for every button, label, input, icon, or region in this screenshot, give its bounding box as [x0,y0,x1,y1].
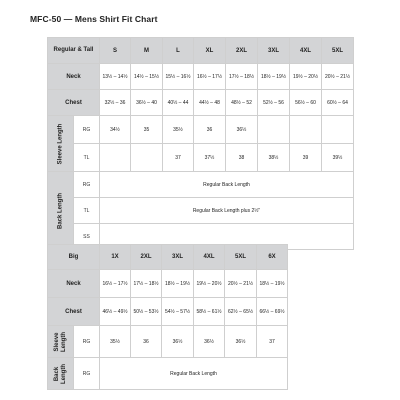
sleeve-cell: 35½ [100,326,131,358]
sleeve-cell: 36 [194,116,226,144]
sleeve-cell: 39½ [322,144,354,172]
size-header: S [100,38,131,64]
chest-row [48,298,288,326]
back-length-cell: Regular Back Length plus 2½" [100,198,354,224]
size-header: 6X [257,245,288,270]
sleeve-length-label: Sleeve Length [48,326,74,358]
size-header: 5XL [225,245,257,270]
chest-label: Chest [48,90,100,116]
neck-cell: 15½ – 16½ [163,64,194,90]
chest-cell: 66½ – 69½ [257,298,288,326]
size-header: 3XL [162,245,194,270]
table-corner-label: Regular & Tall [48,38,100,64]
back-length-label: Back Length [48,358,74,390]
neck-cell: 16½ – 17½ [100,270,131,298]
sleeve-rg-row [48,326,288,358]
neck-cell: 19½ – 20½ [194,270,225,298]
neck-cell: 19½ – 20½ [290,64,322,90]
back-tl-row [48,198,354,224]
sleeve-cell: 36½ [225,326,257,358]
neck-cell: 18½ – 19½ [258,64,290,90]
chest-cell: 48½ – 52 [226,90,258,116]
size-header: 2XL [226,38,258,64]
sleeve-length-label: Sleeve Length [48,116,74,172]
page-title: MFC-50 — Mens Shirt Fit Chart [30,14,158,24]
size-header-row [48,38,354,64]
chest-cell: 52½ – 56 [258,90,290,116]
neck-cell: 17½ – 18½ [131,270,162,298]
size-header: 1X [100,245,131,270]
size-header: 4XL [194,245,225,270]
sleeve-cell: 37½ [194,144,226,172]
sleeve-cell: 39 [290,144,322,172]
sleeve-cell [322,116,354,144]
neck-cell: 18½ – 19½ [257,270,288,298]
sleeve-cell: 37 [257,326,288,358]
sleeve-tl-row [48,144,354,172]
chest-cell: 50½ – 53½ [131,298,162,326]
neck-cell: 16½ – 17½ [194,64,226,90]
fit-label-tl: TL [74,198,100,224]
regular-tall-size-table [47,37,354,250]
size-header: 5XL [322,38,354,64]
sleeve-cell: 36½ [226,116,258,144]
fit-label-rg: RG [74,116,100,144]
back-length-cell: Regular Back Length [100,172,354,198]
chest-cell: 40½ – 44 [163,90,194,116]
fit-label-ss: SS [74,224,100,250]
sleeve-cell: 35 [131,116,163,144]
size-header: 4XL [290,38,322,64]
back-length-label: Back Length [48,172,74,250]
sleeve-cell [258,116,290,144]
table-corner-label: Big [48,245,100,270]
sleeve-cell: 38½ [258,144,290,172]
size-header: XL [194,38,226,64]
size-header-row [48,245,288,270]
sleeve-cell: 36 [131,326,162,358]
neck-cell: 14½ – 15½ [131,64,163,90]
big-size-table [47,244,288,390]
neck-cell: 13½ – 14½ [100,64,131,90]
neck-cell: 18½ – 19½ [162,270,194,298]
chest-cell: 44½ – 48 [194,90,226,116]
back-rg-row [48,358,288,390]
neck-row [48,270,288,298]
sleeve-rg-row [48,116,354,144]
sleeve-cell: 35½ [163,116,194,144]
sleeve-cell [100,144,131,172]
back-rg-row [48,172,354,198]
chest-cell: 36½ – 40 [131,90,163,116]
neck-label: Neck [48,270,100,298]
back-length-cell: Regular Back Length [100,358,288,390]
fit-label-rg: RG [74,326,100,358]
sleeve-cell: 36½ [194,326,225,358]
chest-cell: 60½ – 64 [322,90,354,116]
chest-row [48,90,354,116]
sleeve-cell [131,144,163,172]
neck-cell: 20½ – 21½ [225,270,257,298]
neck-cell: 17½ – 18½ [226,64,258,90]
neck-label: Neck [48,64,100,90]
sleeve-cell [290,116,322,144]
fit-label-rg: RG [74,358,100,390]
fit-label-tl: TL [74,144,100,172]
chest-cell: 32½ – 36 [100,90,131,116]
neck-cell: 20½ – 21½ [322,64,354,90]
sleeve-cell: 36½ [162,326,194,358]
neck-row [48,64,354,90]
sleeve-cell: 37 [163,144,194,172]
size-header: M [131,38,163,64]
chest-cell: 46½ – 49½ [100,298,131,326]
size-header: 2XL [131,245,162,270]
chest-label: Chest [48,298,100,326]
size-header: 3XL [258,38,290,64]
chest-cell: 56½ – 60 [290,90,322,116]
chest-cell: 58½ – 61½ [194,298,225,326]
size-header: L [163,38,194,64]
chest-cell: 62½ – 65½ [225,298,257,326]
chest-cell: 54½ – 57½ [162,298,194,326]
sleeve-cell: 38 [226,144,258,172]
sleeve-cell: 34½ [100,116,131,144]
fit-label-rg: RG [74,172,100,198]
